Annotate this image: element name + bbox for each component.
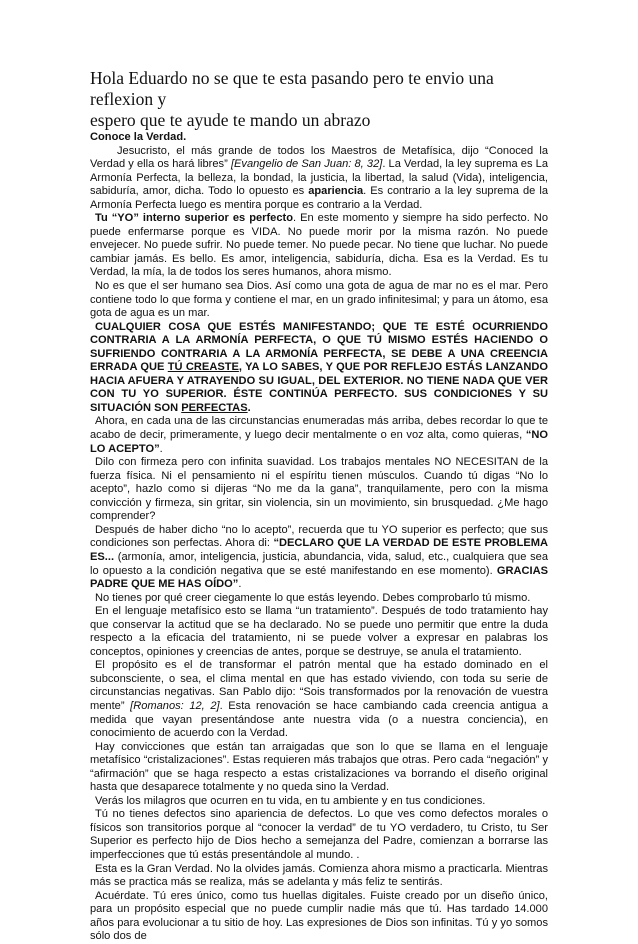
p1-text-b: . La Verdad, la ley suprema es La Armonía Perfecta, la belleza, la bondad, la justicia, la libertad, la salud (Vida), inteligencia, sabiduría, amor, dicha. Todo lo opuesto es — [90, 158, 548, 198]
p2-bold: Tu “YO” interno superior es perfecto — [95, 212, 293, 225]
paragraph-13: Tú no tienes defectos sino apariencia de defectos. Lo que ves como defectos morales o físicos son transitorios porque al “conocer la verdad” de tu YO verdadero, tu Cristo, tu Ser Superior es perfecto hijo de Dios hecho a semejanza del Padre, comienzan a borrarse las imperfecciones que tú estás presentándole al mundo. . — [90, 808, 548, 861]
greeting-text — [90, 68, 548, 131]
p7-bold-1: “DECLARO QUE LA VERDAD DE ESTE PROBLEMA ES... — [90, 537, 548, 563]
paragraph-14: Esta es la Gran Verdad. No la olvides jamás. Comienza ahora mismo a practicarla. Mientras más se practica más se realiza, más se adelanta y más feliz te sentirás. — [90, 862, 548, 889]
paragraph-6: Dilo con firmeza pero con infinita suavidad. Los trabajos mentales NO NECESITAN de la fuerza física. Ni el pensamiento ni el espíritu tienen músculos. Cuando tú digas “No lo acepto”, hazlo como si dijeras “No me da la gana”, tranquilamente, pero con la misma convicción y firmeza, sin gritar, sin violencia, sin un movimiento, sin brusquedad. ¿Me hago comprender? — [90, 456, 548, 523]
paragraph-12: Verás los milagros que ocurren en tu vida, en tu ambiente y en tus condiciones. — [95, 794, 486, 807]
paragraph-2 — [90, 212, 548, 280]
p4-underlined-1: TÚ CREASTE — [167, 361, 239, 374]
greeting-line-1: Hola Eduardo no se que te esta pasando pero te envio una reflexion y — [90, 68, 494, 109]
p10-text-b: . Esta renovación se hace cambiando cada creencia antigua a medida que vayan presentándose ante nuestra vida (o a nuestra conciencia), en conocimiento de acuerdo con la Verdad. — [90, 699, 548, 740]
paragraph-4 — [90, 321, 548, 416]
paragraph-3: No es que el ser humano sea Dios. Así como una gota de agua de mar no es el mar. Pero contiene todo lo que forma y contiene el mar, en un grado infinitesimal; y para un átomo, esa gota de agua es un mar. — [90, 280, 548, 320]
p1-text-a: Jesucristo, el más grande de todos los Maestros de Metafísica, dijo “Conoced la Verdad y ella os hará libres” — [90, 144, 548, 171]
p5-bold: “NO LO ACEPTO” — [90, 429, 548, 455]
p4-underlined-2: PERFECTAS — [181, 401, 248, 414]
paragraph-10 — [90, 659, 548, 740]
p10-citation: [Romanos: 12, 2] — [130, 699, 220, 712]
paragraph-8: No tienes por qué creer ciegamente lo que estás leyendo. Debes comprobarlo tú mismo. — [95, 591, 531, 604]
article-heading: Conoce la Verdad. — [90, 131, 187, 143]
p1-text-c: . Es contrario a la ley suprema de la Armonía Perfecta luego es mentira porque es contrario a la Verdad. — [90, 185, 548, 211]
p1-bold: apariencia — [308, 185, 364, 198]
p4-text-a: CUALQUIER COSA QUE ESTÉS MANIFESTANDO; QUE TE ESTÉ OCURRIENDO CONTRARIA A LA ARMONÍA PERFECTA, O QUE TÚ MISMO ESTÉS HACIENDO O SUFRIENDO CONTRARIA A LA ARMONÍA PERFECTA, SE DEBE A UNA CREENCIA ERRADA QUE — [90, 320, 548, 374]
paragraph-1 — [90, 145, 548, 213]
paragraph-15: Acuérdate. Tú eres único, como tus huellas digitales. Fuiste creado por un diseño único, para un propósito especial que no puede cumplir nadie más que tú. Has tardado 14.000 años para evolucionar a tu sitio de hoy. Las expresiones de Dios son infinitas. Tú y yo somos sólo dos de — [90, 889, 548, 943]
p7-text-c: . — [238, 578, 242, 591]
p4-text-b: , YA LO SABES, Y QUE POR REFLEJO ESTÁS LANZANDO HACIA AFUERA Y ATRAYENDO SU IGUAL, DEL EXTERIOR. NO TIENE NADA QUE VER CON TU YO SUPERIOR. ÉSTE CONTINÚA PERFECTO. SUS CONDICIONES Y SU SITUACIÓN SON — [90, 361, 548, 414]
paragraph-11: Hay convicciones que están tan arraigadas que son lo que se llama en el lenguaje metafísico “cristalizaciones”. Estas requieren más trabajos que otras. Pero cada “negación” y “afirmación” que se haga respecto a estas cristalizaciones va borrando el diseño original hasta que desaparece totalmente y no queda sino la Verdad. — [90, 740, 548, 794]
paragraph-7 — [90, 524, 548, 592]
p7-text-b: (armonía, amor, inteligencia, justicia, abundancia, vida, salud, etc., cualquiera que sea lo opuesto a la condición negativa que se esté manifestando en ese momento). — [90, 550, 548, 577]
p10-text-a: El propósito es el de transformar el patrón mental que ha estado dominado en el subconsciente, o sea, el clima mental en que has estado viviendo, con toda su serie de circunstancias negativas. San Pablo dijo: “Sois transformados por la renovación de vuestra mente” — [90, 659, 548, 712]
p7-bold-2: GRACIAS PADRE QUE ME HAS OÍDO” — [90, 564, 548, 591]
paragraph-5 — [90, 415, 548, 456]
p4-text-c: . — [247, 401, 251, 414]
p7-text-a: Después de haber dicho “no lo acepto”, recuerda que tu YO superior es perfecto; que sus condiciones son perfectas. Ahora di: — [90, 523, 548, 550]
p5-text-a: Ahora, en cada una de las circunstancias enumeradas más arriba, debes recordar lo que te acabo de decir, primeramente, y luego decir mentalmente o en voz alta, como quieras, — [90, 415, 548, 442]
p5-text-b: . — [159, 442, 163, 455]
article-body — [90, 131, 548, 944]
paragraph-9: En el lenguaje metafísico esto se llama “un tratamiento”. Después de todo tratamiento hay que conservar la actitud que se ha declarado. No se puede uno permitir que entre la duda respecto a la eficacia del tratamiento, ni se puede volver a expresar en palabras los conceptos, opiniones y creencias de antes, porque se destruye, se anula el tratamiento. — [90, 605, 548, 658]
greeting-line-2: espero que te ayude te mando un abrazo — [90, 110, 371, 130]
p1-citation: [Evangelio de San Juan: 8, 32] — [230, 158, 383, 171]
p2-text: . En este momento y siempre ha sido perfecto. No puede enfermarse porque es VIDA. No puede morir por la misma razón. No puede envejecer. No puede sufrir. No puede temer. No puede pecar. No tiene que luchar. No puede cambiar jamás. Es bello. Es amor, inteligencia, sabiduría, dicha. Esa es la Verdad. Es tu Verdad, la mía, la de todos los seres humanos, ahora mismo. — [90, 212, 548, 279]
